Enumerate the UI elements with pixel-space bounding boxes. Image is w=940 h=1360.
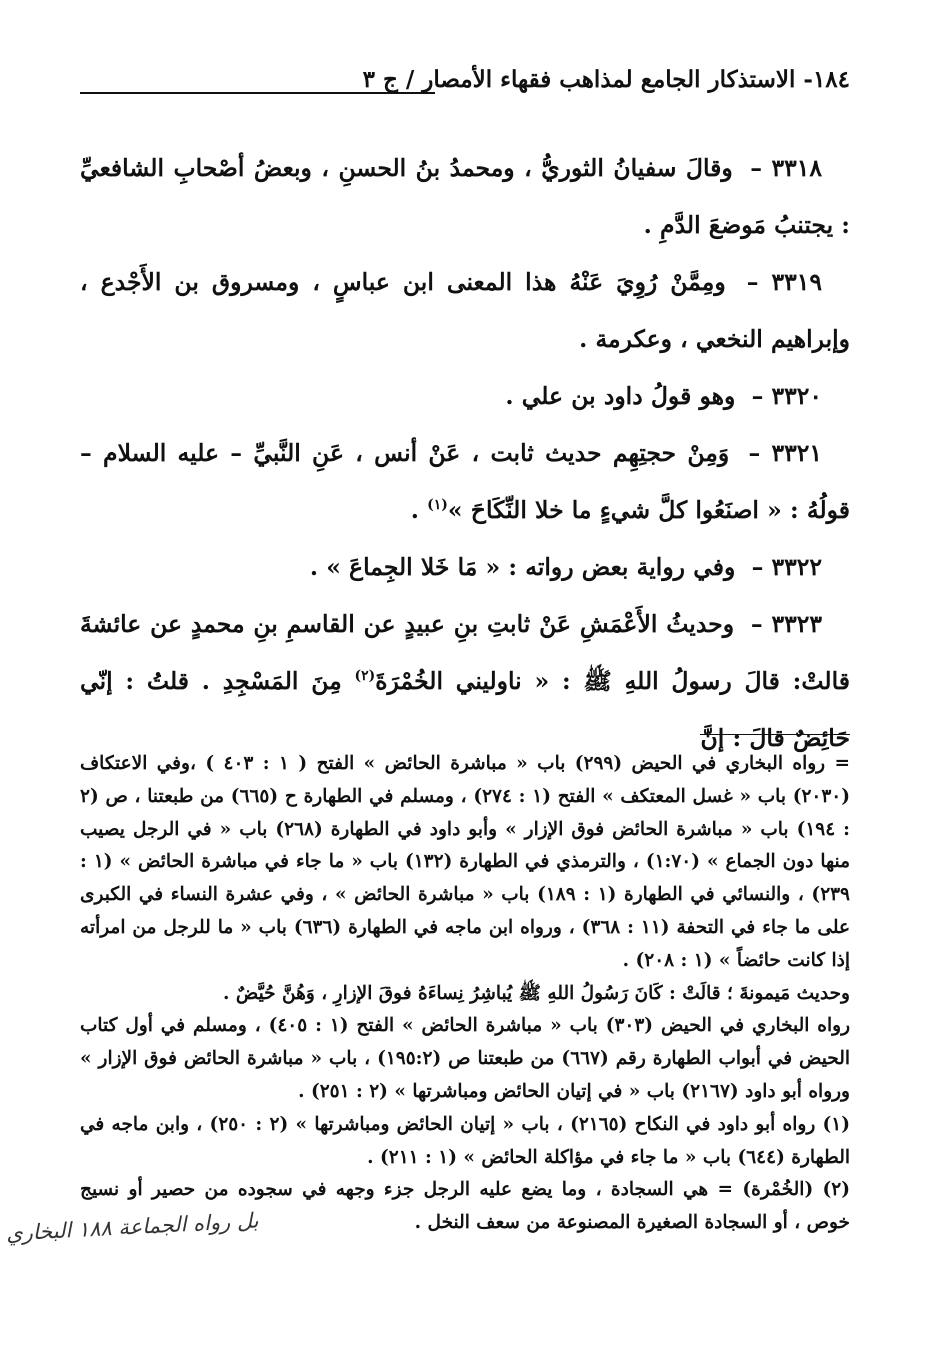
paragraph-3320 — [80, 368, 850, 425]
handwritten-annotation: بل رواه الجماعة ١٨٨ البخاري — [5, 1208, 260, 1246]
footnote-divider — [700, 734, 850, 735]
footnote-ref-1[interactable]: (١) — [427, 497, 448, 514]
paragraph-text: وهو قولُ داود بن علي . — [505, 382, 736, 410]
paragraph-text: وحديثُ الأَعْمَشِ عَنْ ثابتِ بنِ عبيدٍ عن القاسمِ بنِ محمدٍ عن عائشةَ قالتْ: قالَ رسولُ اللهِ ﷺ : « ناوليني الخُمْرَةَ — [80, 610, 850, 695]
page-header — [80, 66, 850, 106]
paragraph-3323 — [80, 596, 850, 767]
paragraph-tail: مِنَ المَسْجِدِ . قلتُ : إنّي حَائِضٌ قالَ : إنَّ — [80, 667, 850, 752]
paragraph-3322 — [80, 539, 850, 596]
footnote-bukhari-ref: رواه البخاري في الحيض (٣٠٣) باب « مباشرة الحائض » الفتح (١ : ٤٠٥) ، ومسلم في أول كتاب الحيض في أبواب الطهارة رقم (٦٦٧) من طبعتنا ص (١٩٥:٢) ، باب « مباشرة الحائض فوق الإزار » ورواه أبو داود (٢١٦٧) باب « في إتيان الحائض ومباشرتها » (٢ : ٢٥١) . — [80, 1015, 851, 1102]
paragraph-3319 — [80, 254, 850, 368]
paragraph-tail: . — [410, 496, 428, 524]
main-text — [80, 140, 850, 767]
paragraph-number: ٣٣١٩ – — [746, 268, 822, 296]
paragraph-text: ومِمَّنْ رُوِيَ عَنْهُ هذا المعنى ابن عباسٍ ، ومسروق بن الأَجْدع ، وإبراهيم النخعي ، وعكرمة . — [80, 268, 850, 353]
footnotes — [80, 748, 850, 1240]
paragraph-text: وقالَ سفيانُ الثوريُّ ، ومحمدُ بنُ الحسنِ ، وبعضُ أصْحابِ الشافعيِّ : يجتنبُ مَوضعَ الدَّمِ . — [80, 154, 850, 239]
paragraph-number: ٣٣٢١ – — [748, 439, 822, 467]
paragraph-3321 — [80, 425, 850, 539]
footnote-2: (٢) (الخُمْرة) = هي السجادة ، وما يضع عليه الرجل جزء وجهه في سجوده من حصير أو نسيج خوص ، أو السجادة الصغيرة المصنوعة من سعف النخل . — [80, 1179, 850, 1234]
paragraph-number: ٣٣٢٣ – — [750, 610, 822, 638]
paragraph-text: وفي رواية بعض رواته : « مَا خَلا الجِماعَ » . — [309, 553, 736, 581]
footnote-continuation: = رواه البخاري في الحيض (٢٩٩) باب « مباشرة الحائض » الفتح ( ١ : ٤٠٣ ) ،وفي الاعتكاف (٢٠٣٠) باب « غسل المعتكف » الفتح (١ : ٢٧٤) ، ومسلم في الطهارة ح (٦٦٥) من طبعتنا ، ص (٢ : ١٩٤) باب « مباشرة الحائض فوق الإزار » وأبو داود في الطهارة (٢٦٨) باب « في الرجل يصيب منها دون الجماع » (١:٧٠) ، والترمذي في الطهارة (١٣٢) باب « ما جاء في مباشرة الحائض » (١ : ٢٣٩) ، والنسائي في الطهارة (١ : ١٨٩) باب « مباشرة الحائض » ، وفي عشرة النساء في الكبرى على ما جاء في التحفة (١١ : ٣٦٨) ، ورواه ابن ماجه في الطهارة (٦٣٦) باب « ما للرجل من امرأته إذا كانت حائضاً » (١ : ٢٠٨) . — [80, 753, 851, 971]
header-rule — [80, 92, 435, 94]
paragraph-text: وَمِنْ حجتِهِم حديث ثابت ، عَنْ أنس ، عَنِ النَّبيِّ – عليه السلام – قولُهُ : « اصنَعُوا كلَّ شيءٍ ما خلا النِّكَاحَ » — [80, 439, 850, 524]
footnote-maimuna-hadith: وحديث مَيمونةَ ؛ قالَتْ : كَانَ رَسُولُ اللهِ ﷺ يُباشِرُ نِساءَهُ فوقَ الإزارِ ، وَهُنَّ حُيَّضٌ . — [223, 982, 850, 1004]
footnote-1: (١) رواه أبو داود في النكاح (٢١٦٥) ، باب « إتيان الحائض ومباشرتها » (٢ : ٢٥٠) ، وابن ماجه في الطهارة (٦٤٤) باب « ما جاء في مؤاكلة الحائض » (١ : ٢١١) . — [80, 1113, 850, 1168]
paragraph-number: ٣٣٢٠ – — [751, 382, 822, 410]
page-title: ١٨٤- الاستذكار الجامع لمذاهب فقهاء الأمصار / ج ٣ — [362, 66, 850, 93]
paragraph-3318 — [80, 140, 850, 254]
paragraph-number: ٣٣١٨ – — [750, 154, 823, 182]
paragraph-number: ٣٣٢٢ – — [751, 553, 822, 581]
footnote-ref-2[interactable]: (٢) — [354, 668, 376, 685]
